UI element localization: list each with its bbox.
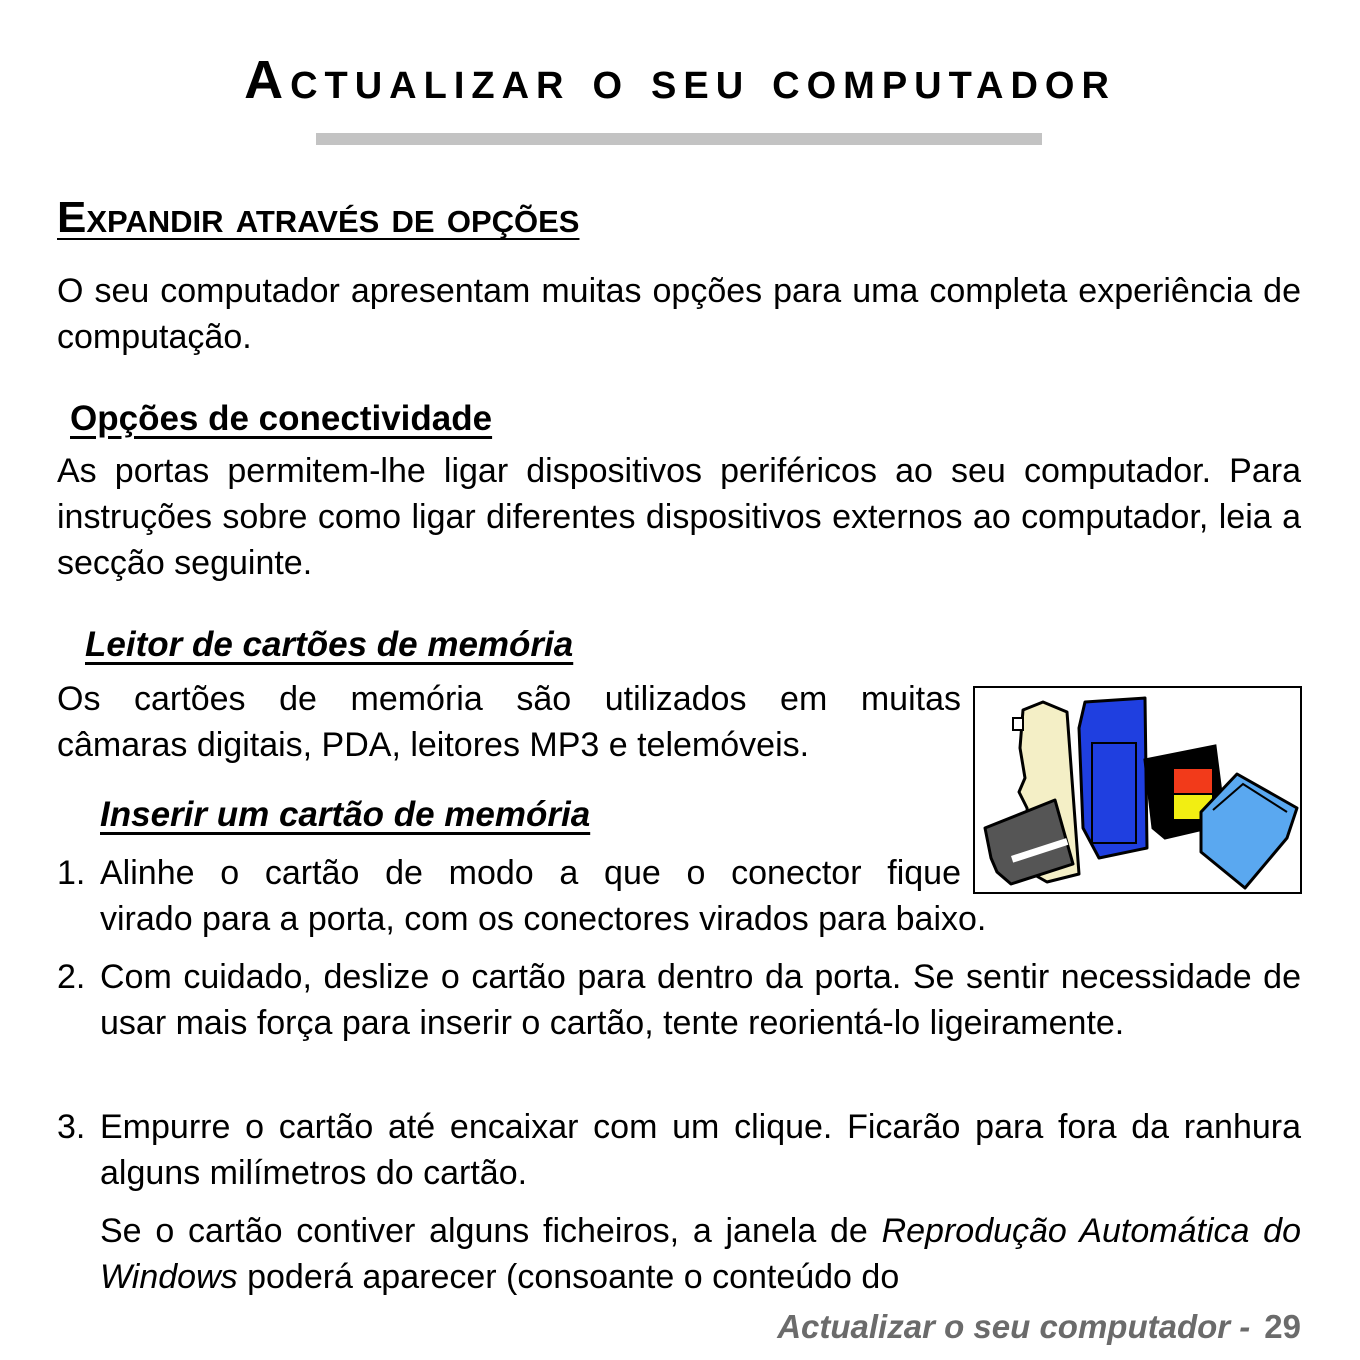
autoplay-note <box>100 1208 1301 1300</box>
black-card-red-label-icon <box>1173 768 1213 794</box>
page-footer <box>777 1305 1301 1349</box>
list-item <box>57 850 1301 942</box>
step-3-text: Empurre o cartão até encaixar com um clique. Ficarão para fora da ranhura alguns milímetros do cartão. <box>100 1108 1301 1192</box>
list-number: 2. <box>57 958 86 996</box>
list-item <box>57 1104 1301 1196</box>
step-1-rest: virado para a porta, com os conectores virados para baixo. <box>100 900 987 938</box>
page-title: Actualizar o seu computador <box>244 50 1116 110</box>
page-number: 29 <box>1264 1308 1301 1345</box>
connectivity-text: As portas permitem-lhe ligar dispositivos periféricos ao seu computador. Para instruções sobre como ligar diferentes dispositivos externos ao computador, leia a secção seguinte. <box>57 452 1301 582</box>
list-item <box>57 954 1301 1092</box>
section-intro: O seu computador apresentam muitas opções para uma completa experiência de computação. <box>57 272 1301 356</box>
card-reader-title: Leitor de cartões de memória <box>85 625 574 664</box>
step-1-line1: Alinhe o cartão de modo a que o conector fique <box>100 854 961 892</box>
autoplay-note-before: Se o cartão contiver alguns ficheiros, a janela de <box>100 1212 882 1250</box>
list-number: 1. <box>57 854 86 892</box>
cream-card-notch-icon <box>1013 718 1023 730</box>
autoplay-note-italic: Reprodução Automática do Windows <box>100 1212 1301 1296</box>
section-title: Expandir através de opções <box>57 193 580 242</box>
list-number: 3. <box>57 1108 86 1146</box>
connectivity-title: Opções de conectividade <box>70 399 493 438</box>
title-rule <box>316 133 1042 145</box>
autoplay-note-after: poderá aparecer (consoante o conteúdo do <box>237 1258 900 1296</box>
step-2-text: Com cuidado, deslize o cartão para dentro da porta. Se sentir necessidade de usar mais força para inserir o cartão, tente reorientá-lo ligeiramente. <box>100 958 1301 1042</box>
footer-label: Actualizar o seu computador - <box>777 1308 1251 1345</box>
card-reader-text-line1: Os cartões de memória são utilizados em muitas <box>57 680 961 718</box>
insert-card-title: Inserir um cartão de memória <box>100 795 591 834</box>
card-reader-text-line2: câmaras digitais, PDA, leitores MP3 e telemóveis. <box>57 726 810 764</box>
